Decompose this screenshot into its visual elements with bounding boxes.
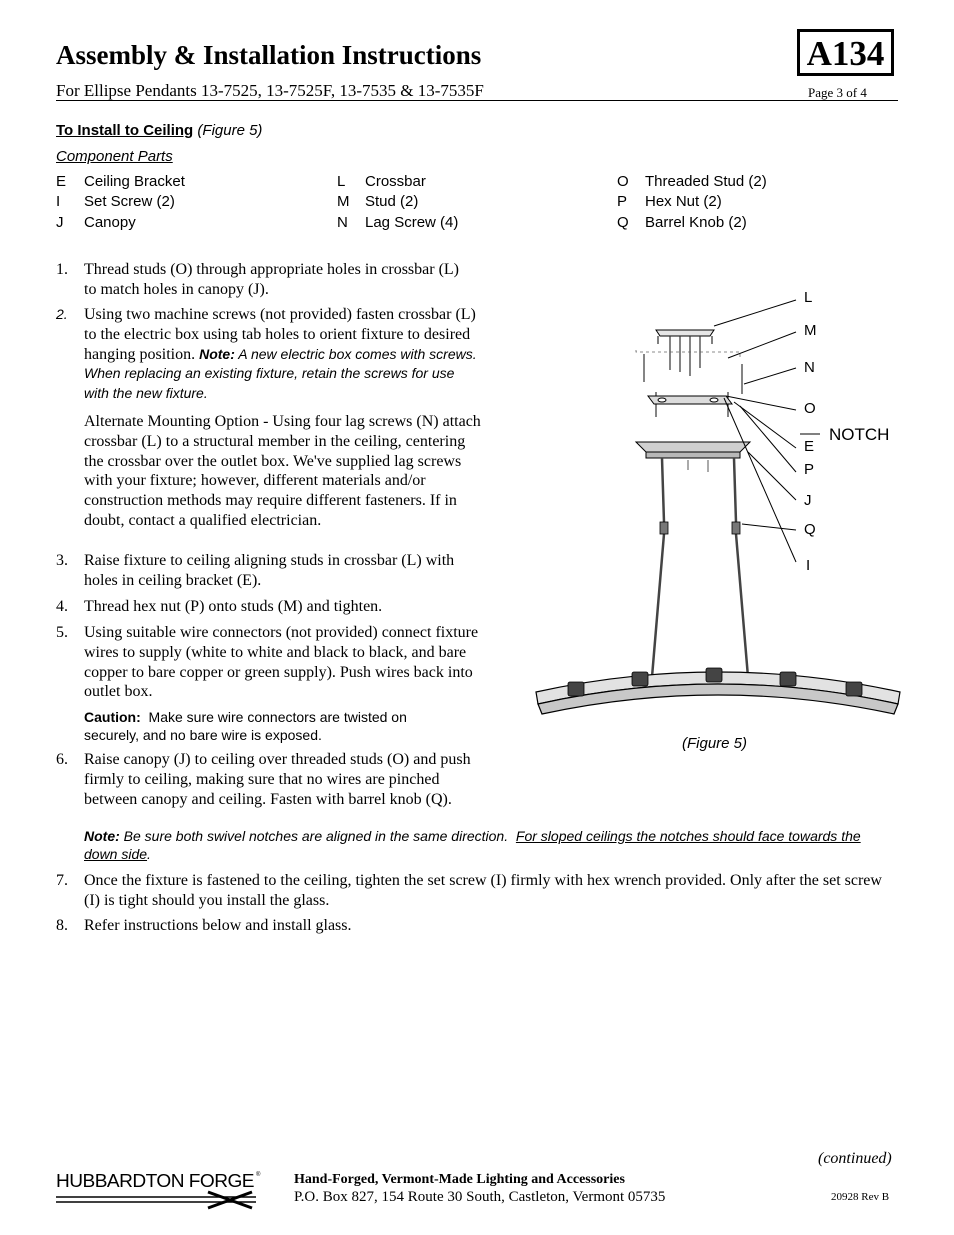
section-heading bbox=[56, 122, 262, 139]
document-code-box: A134 bbox=[797, 29, 894, 76]
part-item: P Hex Nut (2) bbox=[617, 193, 722, 210]
rod-couplers bbox=[660, 522, 740, 534]
part-item: J Canopy bbox=[56, 214, 136, 231]
svg-text:®: ® bbox=[256, 1172, 261, 1178]
down-rods bbox=[652, 458, 748, 677]
callout-n: N bbox=[804, 359, 815, 376]
figure-5-illustration bbox=[528, 272, 908, 722]
document-subtitle: For Ellipse Pendants 13-7525, 13-7525F, 13-7535 & 13-7535F bbox=[56, 81, 484, 100]
component-parts-label: Component Parts bbox=[56, 148, 173, 165]
instruction-step-2: 2. Using two machine screws (not provided) fasten crossbar (L) to the electric box using tab holes to orient fixture to desired hanging position. Note: A new electric box comes with screws. When replacing an existing fixture, retain the screws for use with the new fixture. Alternate Mounting Option - Using four lag screws (N) attach crossbar (L) to a structural member in the ceiling, centering the crossbar over the outlet box. We've supplied lag screws with your fixture; however, different materials and/or construction methods may require different fasteners. If in doubt, contact a qualified electrician. bbox=[56, 305, 483, 531]
ceiling-bracket-part bbox=[648, 396, 732, 404]
part-item: I Set Screw (2) bbox=[56, 193, 175, 210]
page-number: Page 3 of 4 bbox=[808, 85, 867, 100]
callout-i: I bbox=[806, 557, 811, 574]
figure-caption: (Figure 5) bbox=[682, 735, 748, 752]
caution-note: Caution: Make sure wire connectors are twisted on securely, and no bare wire is exposed. bbox=[84, 709, 407, 744]
instruction-step-5: 5. Using suitable wire connectors (not provided) connect fixture wires to supply (white to white and black to black, and bare copper to bare copper or green supply). Push wires back into outlet box. Caution: Make sure wire connectors are twisted on securely, and no bare wire is exposed. bbox=[56, 624, 479, 744]
instruction-step-8: 8. Refer instructions below and install glass. bbox=[56, 917, 352, 934]
instruction-step-3: 3. Raise fixture to ceiling aligning studs in crossbar (L) with holes in ceiling bracket (E). bbox=[56, 552, 455, 589]
part-item: E Ceiling Bracket bbox=[56, 173, 185, 190]
continued-note: (continued) bbox=[818, 1150, 892, 1167]
part-item: M Stud (2) bbox=[337, 193, 419, 210]
instruction-step-4: 4. Thread hex nut (P) onto studs (M) and tighten. bbox=[56, 598, 383, 615]
callout-e: E bbox=[804, 438, 815, 455]
hubbardton-forge-logo bbox=[56, 1168, 266, 1210]
instruction-step-7: 7. Once the fixture is fastened to the ceiling, tighten the set screw (I) firmly with hex wrench provided. Only after the set screw (I) is tight should you install the glass. bbox=[56, 872, 882, 909]
alternate-mounting-option: Alternate Mounting Option - Using four lag screws (N) attach crossbar (L) to a structural member in the ceiling, centering the crossbar over the outlet box. We've supplied lag screws with your fixture; however, different materials and/or construction methods may require different fasteners. If in doubt, contact a qualified electrician. bbox=[84, 412, 481, 529]
dashed-alignment-lines bbox=[636, 350, 740, 360]
callout-p: P bbox=[804, 461, 815, 478]
callout-m: M bbox=[804, 322, 817, 339]
footer-tagline: Hand-Forged, Vermont-Made Lighting and Accessories bbox=[294, 1172, 625, 1187]
footer-address: P.O. Box 827, 154 Route 30 South, Castleton, Vermont 05735 bbox=[294, 1189, 666, 1205]
instruction-step-1: 1. Thread studs (O) through appropriate holes in crossbar (L) to match holes in canopy (J). bbox=[56, 261, 459, 298]
part-item: Q Barrel Knob (2) bbox=[617, 214, 747, 231]
callout-l: L bbox=[804, 289, 813, 306]
document-revision: 20928 Rev B bbox=[831, 1191, 890, 1203]
part-item: N Lag Screw (4) bbox=[337, 214, 459, 231]
callout-o: O bbox=[804, 400, 816, 417]
section-title: To Install to Ceiling bbox=[56, 122, 194, 139]
part-item: L Crossbar bbox=[337, 173, 426, 190]
callout-j: J bbox=[804, 492, 812, 509]
part-item: O Threaded Stud (2) bbox=[617, 173, 767, 190]
canopy-part bbox=[636, 442, 750, 472]
swivel-notch-note: Note: Be sure both swivel notches are aligned in the same direction. For sloped ceilings the notches should face towards the down side. bbox=[84, 828, 861, 862]
callout-notch: NOTCH bbox=[829, 425, 890, 444]
header-rule bbox=[56, 100, 898, 101]
document-title: Assembly & Installation Instructions bbox=[56, 40, 482, 70]
logo-wordmark: HUBBARDTON FORGE bbox=[56, 1171, 255, 1191]
crossbar-part bbox=[656, 330, 714, 344]
instruction-step-6: 6. Raise canopy (J) to ceiling over threaded studs (O) and push firmly to ceiling, making sure that no wires are pinched between canopy and ceiling. Fasten with barrel knob (Q). bbox=[56, 751, 471, 808]
callout-q: Q bbox=[804, 521, 816, 538]
section-figure-ref: (Figure 5) bbox=[197, 122, 263, 139]
